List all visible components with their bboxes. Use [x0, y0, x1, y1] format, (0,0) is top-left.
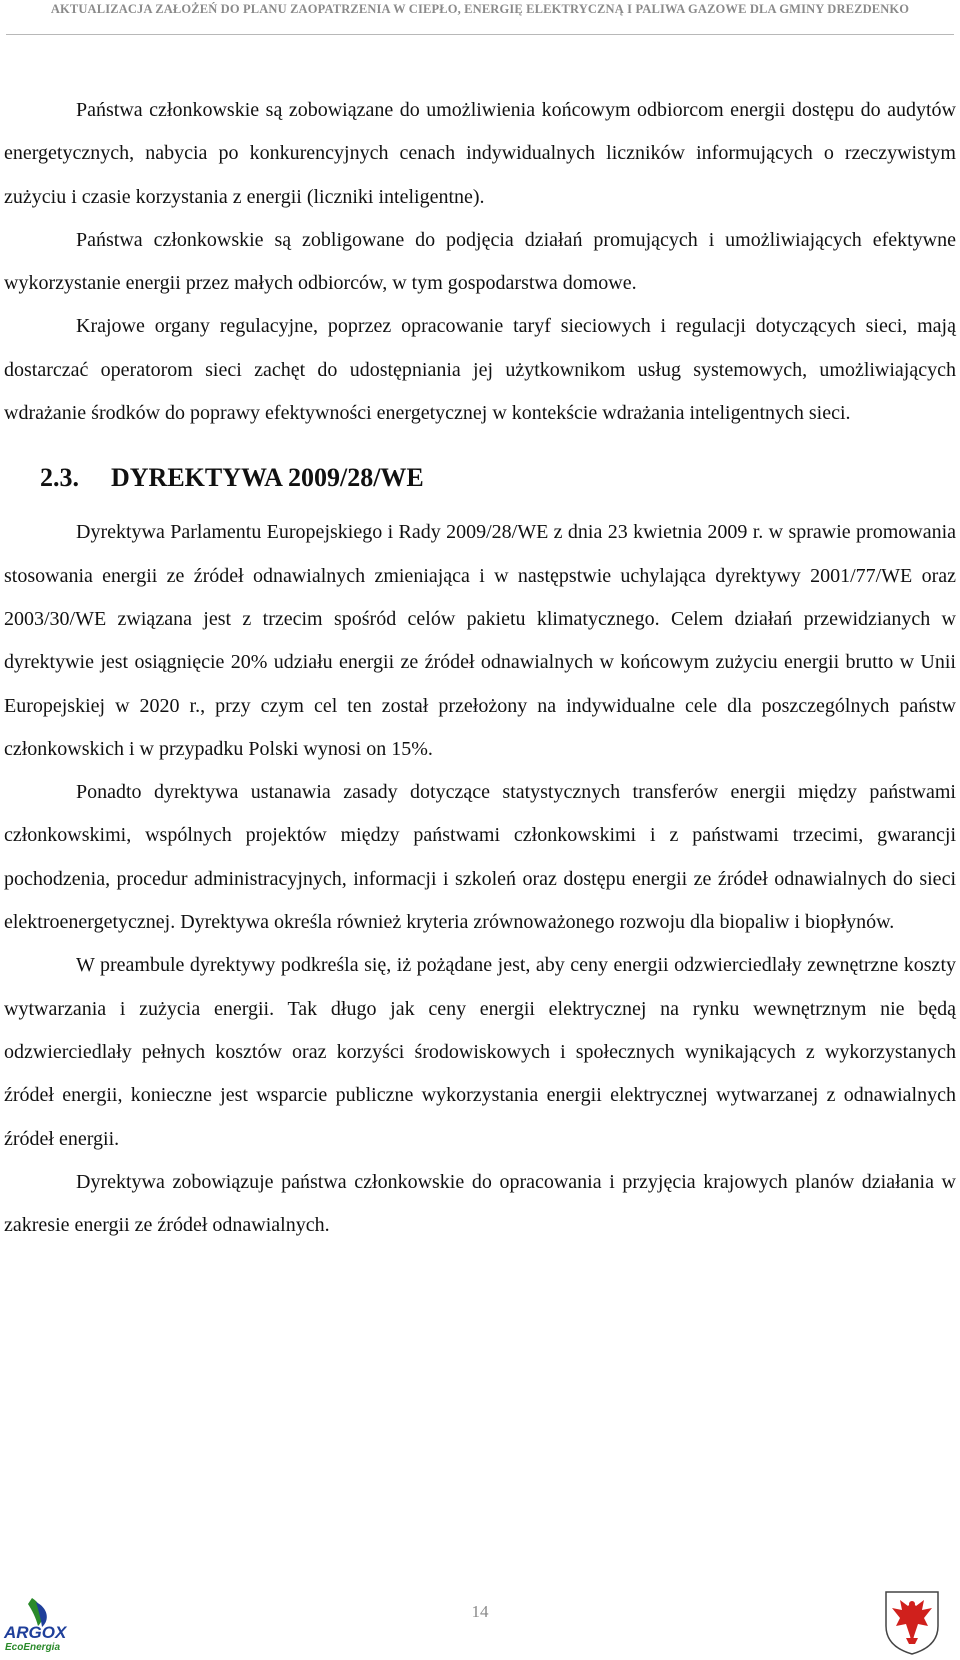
paragraph: Dyrektywa zobowiązuje państwa członkowskie do opracowania i przyjęcia krajowych planów działania w zakresie energii ze źródeł odnawialnych. — [4, 1170, 956, 1237]
logo-subtitle: EcoEnergia — [5, 1642, 61, 1652]
section-title: DYREKTYWA 2009/28/WE — [111, 463, 424, 493]
paragraph: Ponadto dyrektywa ustanawia zasady dotyczące statystycznych transferów energii między państwami członkowskimi, wspólnych projektów między państwami członkowskimi i z państwami trzecimi, gwarancji pochodzenia, procedur administracyjnych, informacji i szkoleń oraz dostępu energii ze źródeł odnawialnych do sieci elektroenergetycznej. Dyrektywa określa również kryteria zrównoważonego rozwoju dla biopaliw i biopłynów. — [4, 781, 956, 934]
page-body — [4, 89, 956, 1247]
paragraph: W preambule dyrektywy podkreśla się, iż pożądane jest, aby ceny energii odzwierciedlały zewnętrzne koszty wytwarzania i zużycia energii. Tak długo jak ceny energii elektrycznej na rynku wewnętrznym nie będą odzwierciedlały pełnych kosztów oraz korzyści środowiskowych i społecznych wynikających z wykorzystanych źródeł energii, konieczne jest wsparcie publiczne wykorzystania energii elektrycznej wytwarzanej z odnawialnych źródeł energii. — [4, 954, 956, 1150]
paragraph: Państwa członkowskie są zobligowane do podjęcia działań promujących i umożliwiających efektywne wykorzystanie energii przez małych odbiorców, w tym gospodarstwa domowe. — [4, 228, 956, 295]
section-heading — [4, 461, 956, 495]
paragraph: Krajowe organy regulacyjne, poprzez opracowanie taryf sieciowych i regulacji dotyczących sieci, mają dostarczać operatorom sieci zachęt do udostępniania jej użytkownikom usług systemowych, umożliwiających wdrażanie środków do poprawy efektywności energetycznej w kontekście wdrażania inteligentnych sieci. — [4, 315, 956, 425]
logo-wordmark: ARGOX — [4, 1623, 67, 1642]
argox-logo — [2, 1596, 90, 1652]
running-header: AKTUALIZACJA ZAŁOŻEŃ DO PLANU ZAOPATRZENIA W CIEPŁO, ENERGIĘ ELEKTRYCZNĄ I PALIWA GAZOWE DLA GMINY DREZDENKO — [50, 2, 910, 16]
page-number: 14 — [471, 1602, 489, 1621]
section-number: 2.3. — [40, 463, 79, 493]
paragraph: Państwa członkowskie są zobowiązane do umożliwienia końcowym odbiorcom energii dostępu do audytów energetycznych, nabycia po konkurencyjnych cenach indywidualnych liczników informujących o rzeczywistym zużyciu i czasie korzystania z energii (liczniki inteligentne). — [4, 99, 956, 208]
eagle-crest-icon — [882, 1588, 942, 1656]
paragraph: Dyrektywa Parlamentu Europejskiego i Rady 2009/28/WE z dnia 23 kwietnia 2009 r. w sprawie promowania stosowania energii ze źródeł odnawialnych zmieniająca i w następstwie uchylająca dyrektywy 2001/77/WE oraz 2003/30/WE związana jest z trzecim spośród celów pakietu klimatycznego. Celem działań przewidzianych w dyrektywie jest osiągnięcie 20% udziału energii ze źródeł odnawialnych w końcowym zużyciu energii brutto w Unii Europejskiej w 2020 r., przy czym cel ten został przełożony na indywidualne cele dla poszczególnych państw członkowskich i w przypadku Polski wynosi on 15%. — [4, 521, 956, 760]
header-divider — [6, 34, 954, 35]
